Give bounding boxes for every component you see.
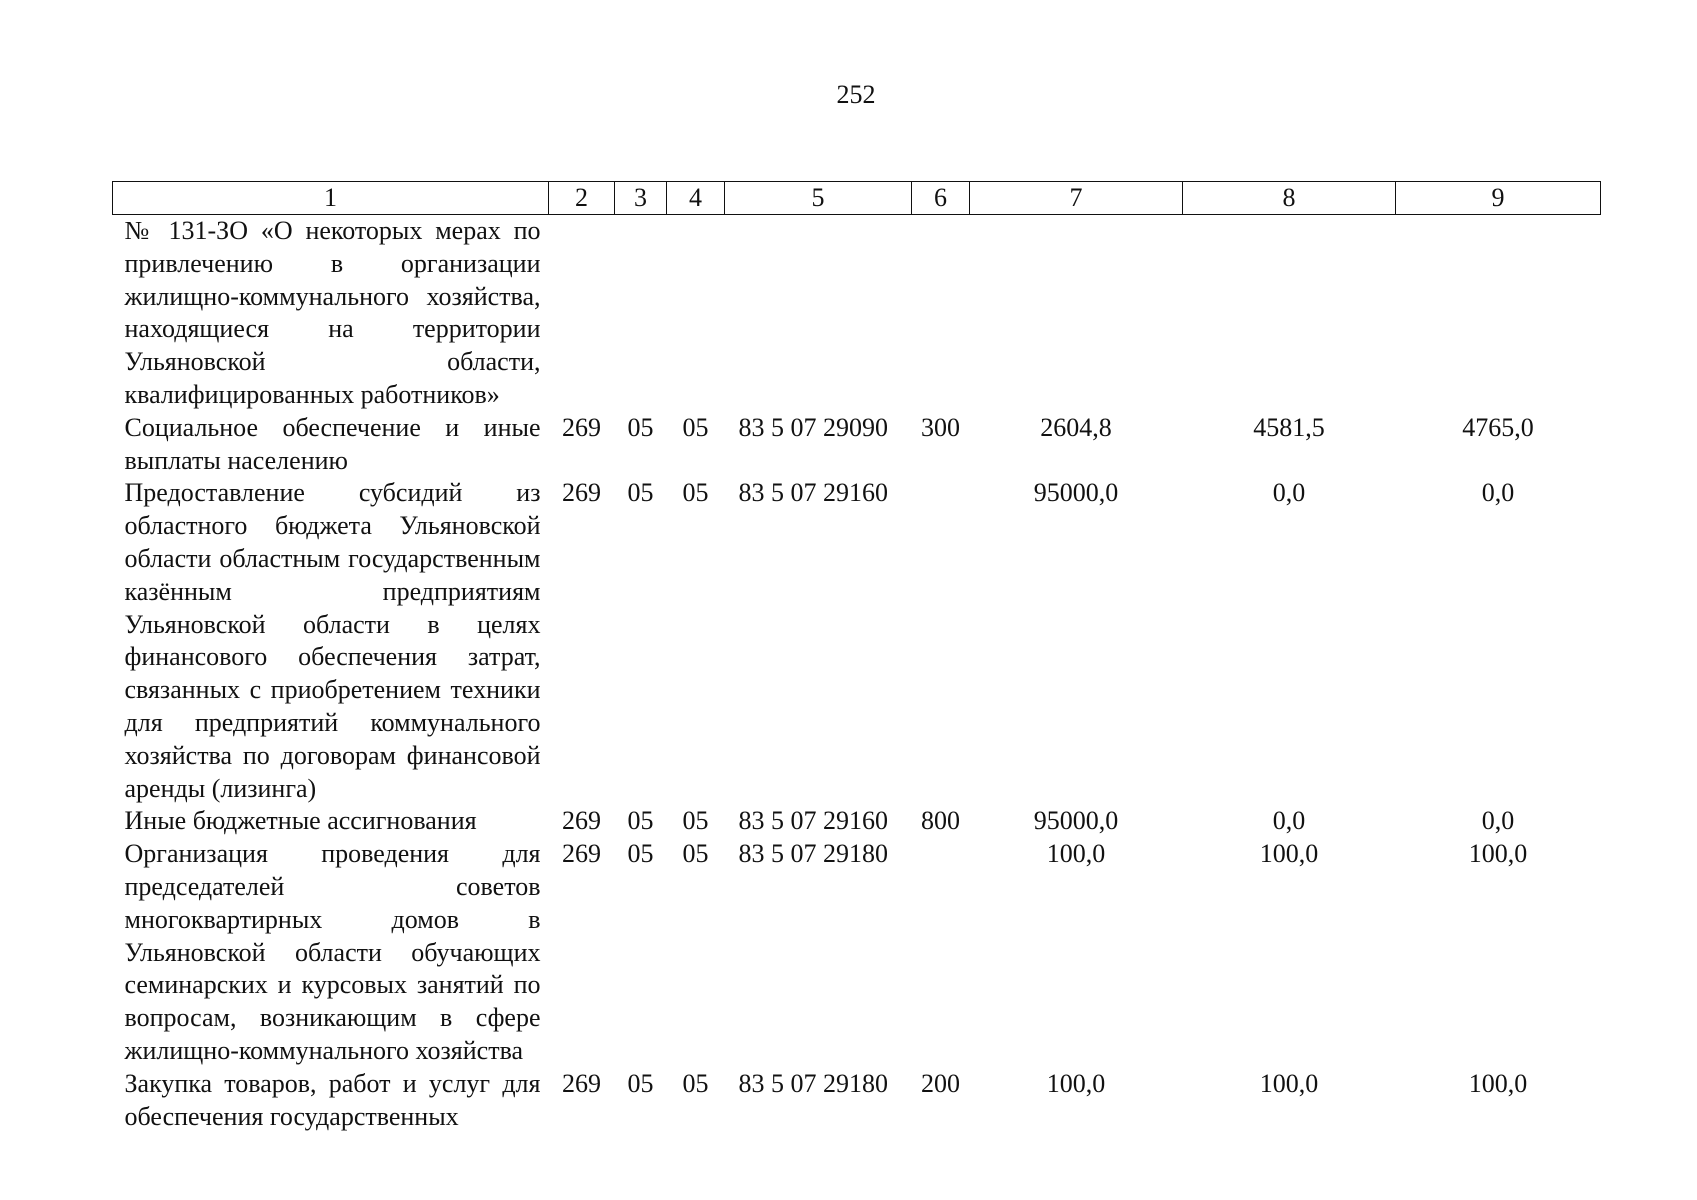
subsection-code: 05 <box>682 412 709 442</box>
section-code: 05 <box>627 412 654 442</box>
column-header-9: 9 <box>1396 182 1601 215</box>
target-article-code: 83 5 07 29090 <box>738 412 888 442</box>
ministry-code: 269 <box>562 839 601 869</box>
amount-col-7: 100,0 <box>1046 1068 1106 1098</box>
expense-type-code: 800 <box>921 806 960 836</box>
amount-col-7: 100,0 <box>1046 839 1106 869</box>
table-row <box>113 838 1601 1068</box>
row-name: Организация проведения для председателей советов многоквартирных домов в Ульяновской области обучающих семинарских и курсовых занятий по вопросам, возникающим в сфере жилищно-коммунального хозяйства <box>124 839 541 1065</box>
amount-col-9 <box>1396 215 1601 412</box>
amount-col-7 <box>970 215 1183 412</box>
table-row <box>113 412 1601 478</box>
amount-col-9: 0,0 <box>1481 478 1515 508</box>
subsection-code: 05 <box>682 1068 709 1098</box>
amount-col-8: 4581,5 <box>1253 412 1325 442</box>
amount-col-9: 0,0 <box>1481 806 1515 836</box>
column-header-5: 5 <box>725 182 912 215</box>
section-code: 05 <box>627 478 654 508</box>
target-article-code: 83 5 07 29180 <box>738 1068 888 1098</box>
row-name: Социальное обеспечение и иные выплаты населению <box>124 412 541 475</box>
column-header-2: 2 <box>549 182 615 215</box>
subsection-code <box>667 215 725 412</box>
amount-col-7: 2604,8 <box>1040 412 1112 442</box>
table-row <box>113 215 1601 412</box>
amount-col-8: 100,0 <box>1259 1068 1319 1098</box>
column-header-8: 8 <box>1183 182 1396 215</box>
amount-col-8: 0,0 <box>1272 806 1306 836</box>
table-row <box>113 805 1601 838</box>
expense-type-code: 200 <box>921 1068 960 1098</box>
budget-table <box>112 181 1601 1133</box>
amount-col-7: 95000,0 <box>1033 478 1119 508</box>
row-name: № 131-ЗО «О некоторых мерах по привлечению в организации жилищно-коммунального хозяйства, находящиеся на территории Ульяновской области, квалифицированных работников» <box>124 216 541 409</box>
ministry-code <box>549 215 615 412</box>
page-number: 252 <box>836 80 876 109</box>
subsection-code: 05 <box>682 478 709 508</box>
amount-col-9: 100,0 <box>1468 1068 1528 1098</box>
subsection-code: 05 <box>682 839 709 869</box>
subsection-code: 05 <box>682 806 709 836</box>
amount-col-9: 4765,0 <box>1462 412 1534 442</box>
target-article-code <box>725 215 912 412</box>
table-row <box>113 1068 1601 1134</box>
section-code <box>615 215 667 412</box>
ministry-code: 269 <box>562 1068 601 1098</box>
expense-type-code <box>912 477 970 805</box>
target-article-code: 83 5 07 29160 <box>738 478 888 508</box>
column-header-4: 4 <box>667 182 725 215</box>
column-header-3: 3 <box>615 182 667 215</box>
ministry-code: 269 <box>562 412 601 442</box>
amount-col-8 <box>1183 215 1396 412</box>
amount-col-7: 95000,0 <box>1033 806 1119 836</box>
column-header-6: 6 <box>912 182 970 215</box>
table-row <box>113 477 1601 805</box>
target-article-code: 83 5 07 29180 <box>738 839 888 869</box>
target-article-code: 83 5 07 29160 <box>738 806 888 836</box>
expense-type-code: 300 <box>921 412 960 442</box>
ministry-code: 269 <box>562 478 601 508</box>
expense-type-code <box>912 215 970 412</box>
section-code: 05 <box>627 806 654 836</box>
table-header-row <box>113 182 1601 215</box>
row-name: Предоставление субсидий из областного бюджета Ульяновской области областным государственным казённым предприятиям Ульяновской области в целях финансового обеспечения затрат, связанных с приобретением техники для предприятий коммунального хозяйства по договорам финансовой аренды (лизинга) <box>124 478 541 803</box>
section-code: 05 <box>627 1068 654 1098</box>
row-name: Закупка товаров, работ и услуг для обеспечения государственных <box>124 1068 541 1131</box>
column-header-1: 1 <box>113 182 549 215</box>
ministry-code: 269 <box>562 806 601 836</box>
row-name: Иные бюджетные ассигнования <box>124 806 477 836</box>
section-code: 05 <box>627 839 654 869</box>
amount-col-8: 0,0 <box>1272 478 1306 508</box>
amount-col-8: 100,0 <box>1259 839 1319 869</box>
amount-col-9: 100,0 <box>1468 839 1528 869</box>
expense-type-code <box>912 838 970 1068</box>
column-header-7: 7 <box>970 182 1183 215</box>
